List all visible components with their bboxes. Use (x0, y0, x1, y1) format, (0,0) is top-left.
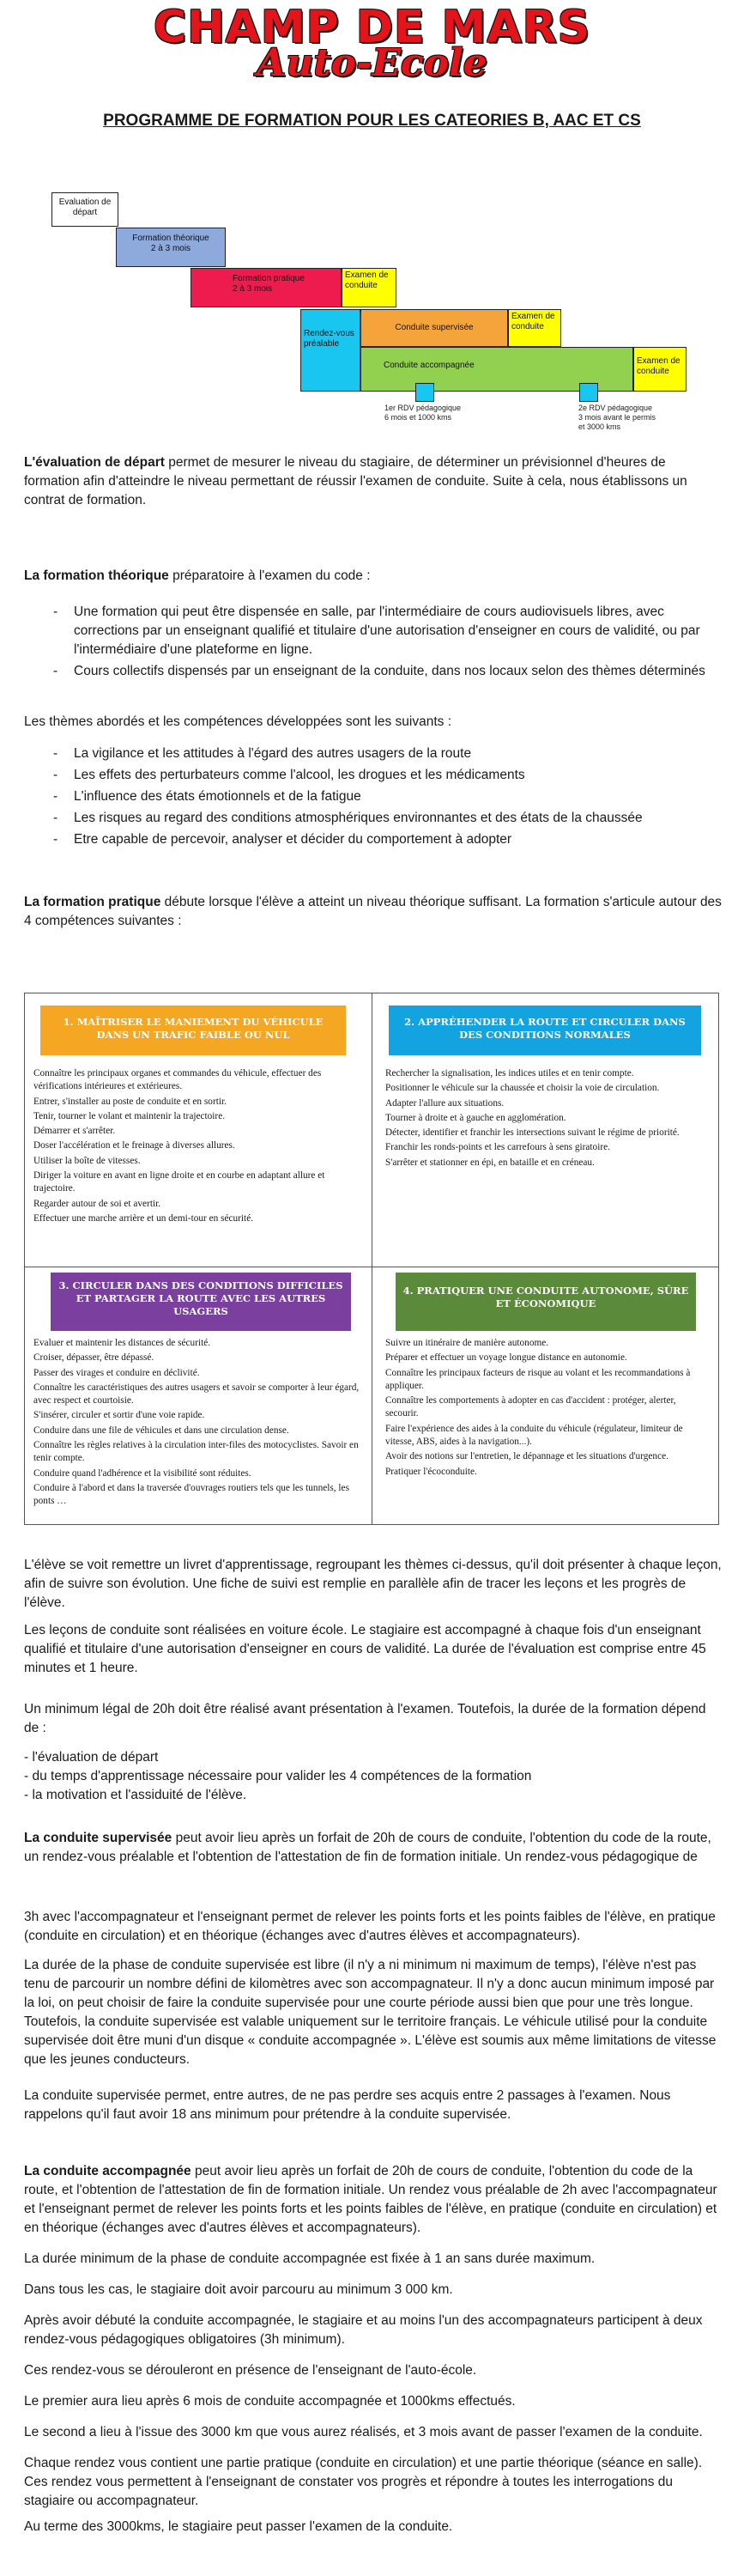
acc-km: Dans tous les cas, le stagiaire doit avoir parcouru au minimum 3 000 km. (24, 2282, 453, 2297)
livret-paragraph: L'élève se voit remettre un livret d'apprentissage, regroupant les thèmes ci-dessus, qu'il doit présenter à chaque leçon, afin de suivre son évolution. Une fiche de suivi est remplie en parallèle afin de tracer les leçons et les progrès de l'élève. (24, 1558, 722, 1610)
list-item: Détecter, identifier et franchir les intersections suivant le régime de priorité. (385, 1127, 680, 1139)
gantt-bar-rdv-prealable: Rendez-vous préalable (300, 309, 360, 392)
list-item: Démarrer et s'arrêter. (33, 1126, 116, 1137)
sup-intro: La conduite supervisée peut avoir lieu après un forfait de 20h de cours de conduite, l'obtention du code de la route, un rendez-vous préalable et l'obtention de l'attestation de fin de formation initiale. Un rendez-vous pédagogique de (24, 1831, 711, 1864)
gantt-bar-examen-3: Examen de conduite (633, 347, 687, 392)
list-item: Diriger la voiture en avant en ligne droite et en courbe en adaptant allure et trajectoire. (33, 1170, 325, 1194)
gantt-bar-examen-2: Examen de conduite (508, 309, 561, 347)
sup-echec: La conduite supervisée permet, entre autres, de ne pas perdre ses acquis entre 2 passages à l'examen. Nous rappelons qu'il faut avoir 18 ans minimum pour prétendre à la conduite supervisée. (24, 2088, 671, 2122)
list-item: Doser l'accélération et le freinage à diverses allures. (33, 1140, 235, 1151)
list-item: Pratiquer l'écoconduite. (385, 1466, 477, 1477)
list-item: - L'influence des états émotionnels et de la fatigue (24, 787, 711, 806)
acc-terme: Au terme des 3000kms, le stagiaire peut passer l'examen de la conduite. (24, 2519, 453, 2534)
competences-table (24, 993, 719, 1525)
acc-chaque: Chaque rendez vous contient une partie pratique (conduite en circulation) et une partie théorique (séance en salle). Ces rendez vous permettent à l'enseignant de constater vos progrès et répondre à toutes les interrogations du stagiaire ou accompagnateur. (24, 2456, 703, 2508)
list-item: Tourner à droite et à gauche en agglomération. (385, 1112, 566, 1123)
sup-duree: La durée de la phase de conduite supervisée est libre (il n'y a ni minimum ni maximum de temps), l'élève n'est pas tenu de parcourir un nombre défini de kilomètres avec son accompagnateur. Il n'y a donc aucun minimum imposé par la loi, on peut choisir de faire la conduite supervisée pour une courte période aussi bien que pour une très longue. Toutefois, la conduite supervisée est valable uniquement sur le territoire français. Le véhicule utilisé pour la conduite supervisée doit être muni d'un disque « conduite accompagnée ». L'élève est soumis aux même limitations de vitesse que les jeunes conducteurs. (24, 1958, 717, 2067)
gantt-bar-pratique: Formation pratique 2 à 3 mois (191, 268, 342, 307)
list-item: Faire l'expérience des aides à la conduite du véhicule (régulateur, limiteur de vitesse, ABS, aides à la navigation...). (385, 1423, 683, 1448)
list-item: Effectuer une marche arrière et un demi-tour en sécurité. (33, 1212, 254, 1224)
list-item: - la motivation et l'assiduité de l'élève. (24, 1788, 247, 1802)
competence-4-list (385, 1337, 703, 1480)
gantt-bar-supervisee: Conduite supervisée (360, 309, 508, 347)
list-item: Adapter l'allure aux situations. (385, 1097, 505, 1109)
competence-3-title: 3. CIRCULER DANS DES CONDITIONS DIFFICILES ET PARTAGER LA ROUTE AVEC LES AUTRES USAGERS (51, 1273, 351, 1331)
page-title: PROGRAMME DE FORMATION POUR LES CATEORIES B, AAC ET CS (103, 112, 641, 130)
rdv2-note: 2e RDV pédagogique 3 mois avant le permis et 3000 kms (578, 404, 656, 431)
sup-continued: 3h avec l'accompagnateur et l'enseignant permet de relever les points forts et les points faibles de l'élève, en pratique (conduite en circulation) et en théorique (échanges avec d'autres élèves et accompagnateurs). (24, 1910, 716, 1943)
list-item: Rechercher la signalisation, les indices utiles et en tenir compte. (385, 1068, 634, 1078)
lecons-paragraph: Les leçons de conduite sont réalisées en voiture école. Le stagiaire est accompagné à chaque fois d'un enseignant qualifié et titulaire d'une autorisation d'enseigner en cours de validité. La durée de l'évaluation est comprise entre 45 minutes et 1 heure. (24, 1623, 706, 1675)
list-item: - Les effets des perturbateurs comme l'alcool, les drogues et les médicaments (24, 766, 711, 785)
prat-intro: La formation pratique débute lorsque l'élève a atteint un niveau théorique suffisant. La formation s'articule autour des 4 compétences suivantes : (24, 895, 722, 928)
eval-paragraph: L'évaluation de départ permet de mesurer le niveau du stagiaire, de déterminer un prévisionnel d'heures de formation afin d'atteindre le niveau permettant de réussir l'examen de conduite. Suite à cela, nous établissons un contrat de formation. (24, 455, 687, 507)
list-item: Regarder autour de soi et avertir. (33, 1198, 161, 1209)
theo-list (24, 603, 711, 683)
list-item: Croiser, dépasser, être dépassé. (33, 1352, 154, 1364)
rdv2-marker (579, 383, 598, 402)
theo-intro: La formation théorique préparatoire à l'examen du code : (24, 568, 371, 583)
rdv1-note: 1er RDV pédagogique 6 mois et 1000 kms (384, 404, 462, 422)
list-item: - Etre capable de percevoir, analyser et décider du comportement à adopter (24, 830, 711, 849)
gantt-bar-theorique: Formation théorique 2 à 3 mois (116, 228, 226, 267)
logo-title: CHAMP DE MARS (153, 2, 591, 53)
competence-2-title: 2. APPRÉHENDER LA ROUTE ET CIRCULER DANS DES CONDITIONS NORMALES (389, 1005, 701, 1055)
list-item: - Cours collectifs dispensés par un enseignant de la conduite, dans nos locaux selon des thèmes déterminés (24, 662, 711, 681)
list-item: Passer des virages et conduire en déclivité. (33, 1367, 200, 1378)
acc-premier: Le premier aura lieu après 6 mois de conduite accompagnée et 1000kms effectués. (24, 2394, 516, 2409)
list-item: S'insérer, circuler et sortir d'une voie rapide. (33, 1410, 205, 1421)
acc-duree: La durée minimum de la phase de conduite accompagnée est fixée à 1 an sans durée maximum. (24, 2251, 596, 2266)
list-item: Evaluer et maintenir les distances de sécurité. (33, 1338, 211, 1348)
list-item: Tenir, tourner le volant et maintenir la trajectoire. (33, 1110, 226, 1121)
list-item: - Les risques au regard des conditions atmosphériques environnantes et des états de la chaussée (24, 809, 711, 828)
list-item: Conduire à l'abord et dans la traversée d'ouvrages routiers tels que les tunnels, les ponts … (33, 1482, 349, 1507)
minimum-paragraph: Un minimum légal de 20h doit être réalisé avant présentation à l'examen. Toutefois, la durée de la formation dépend de : (24, 1702, 706, 1735)
competence-3-list (33, 1337, 364, 1510)
list-item: Utiliser la boîte de vitesses. (33, 1155, 141, 1166)
competence-2-list (385, 1067, 703, 1171)
competence-4-title: 4. PRATIQUER UNE CONDUITE AUTONOME, SÛRE ET ÉCONOMIQUE (396, 1273, 696, 1331)
acc-second: Le second a lieu à l'issue des 3000 km que vous aurez réalisés, et 3 mois avant de passer l'examen de la conduite. (24, 2425, 703, 2439)
list-item: Conduire dans une file de véhicules et dans une circulation dense. (33, 1425, 289, 1436)
gantt-bar-examen-1: Examen de conduite (342, 268, 396, 307)
list-item: - La vigilance et les attitudes à l'égard des autres usagers de la route (24, 744, 711, 763)
list-item: - l'évaluation de départ (24, 1750, 159, 1765)
acc-presence: Ces rendez-vous se dérouleront en présence de l'enseignant de l'auto-école. (24, 2363, 477, 2378)
list-item: Entrer, s'installer au poste de conduite et en sortir. (33, 1096, 227, 1107)
list-item: - Une formation qui peut être dispensée en salle, par l'intermédiaire de cours audiovisuels libres, avec corrections par un enseignant qualifié et titulaire d'une autorisation d'enseigner en cours de validité, ou par l'intermédiaire d'une plateforme en ligne. (24, 603, 711, 659)
gantt-bar-evaluation: Evaluation de départ (51, 192, 118, 227)
list-item: Connaître les comportements à adopter en cas d'accident : protéger, alerter, secourir. (385, 1395, 676, 1419)
list-item: Connaître les principaux facteurs de risque au volant et les recommandations à appliquer. (385, 1367, 691, 1391)
acc-rdv: Après avoir débuté la conduite accompagnée, le stagiaire et au moins l'un des accompagnateurs participent à deux rendez-vous pédagogiques obligatoires (3h minimum). (24, 2313, 703, 2347)
competence-1-list (33, 1067, 351, 1227)
acc-intro: La conduite accompagnée peut avoir lieu après un forfait de 20h de cours de conduite, l'obtention du code de la route, et l'obtention de l'attestation de fin de formation initiale. Un rendez vous préalable de 2h avec l'accompagnateur et l'enseignant permet de relever les points forts et les points faibles de l'élève, en pratique (conduite en circulation) et en théorique (échanges avec d'autres élèves et accompagnateurs). (24, 2164, 717, 2235)
gantt-bar-accompagnee: Conduite accompagnée (360, 347, 633, 392)
list-item: Connaître les règles relatives à la circulation inter-files des motocyclistes. Savoir en tenir compte. (33, 1440, 359, 1464)
list-item: Franchir les ronds-points et les carrefours à sens giratoire. (385, 1142, 610, 1153)
themes-intro: Les thèmes abordés et les compétences développées sont les suivants : (24, 714, 452, 729)
rdv1-marker (415, 383, 434, 402)
list-item: Préparer et effectuer un voyage longue distance en autonomie. (385, 1352, 627, 1364)
list-item: Avoir des notions sur l'entretien, le dépannage et les situations d'urgence. (385, 1451, 668, 1462)
list-item: Conduire quand l'adhérence et la visibilité sont réduites. (33, 1467, 251, 1479)
list-item: Connaître les caractéristiques des autres usagers et savoir se comporter à leur égard, avec respect et courtoisie. (33, 1382, 360, 1406)
competence-1-title: 1. MAÎTRISER LE MANIEMENT DU VÉHICULE DANS UN TRAFIC FAIBLE OU NUL (40, 1005, 346, 1055)
logo-subtitle: Auto-Ecole (257, 41, 487, 85)
depend-list (24, 1748, 723, 1805)
list-item: Positionner le véhicule sur la chaussée et choisir la voie de circulation. (385, 1083, 660, 1094)
list-item: Connaître les principaux organes et commandes du véhicule, effectuer des vérifications intérieures et extérieures. (33, 1068, 322, 1092)
themes-list (24, 744, 711, 852)
list-item: - du temps d'apprentissage nécessaire pour valider les 4 compétences de la formation (24, 1769, 532, 1783)
list-item: Suivre un itinéraire de manière autonome. (385, 1338, 549, 1348)
list-item: S'arrêter et stationner en épi, en bataille et en créneau. (385, 1157, 595, 1168)
